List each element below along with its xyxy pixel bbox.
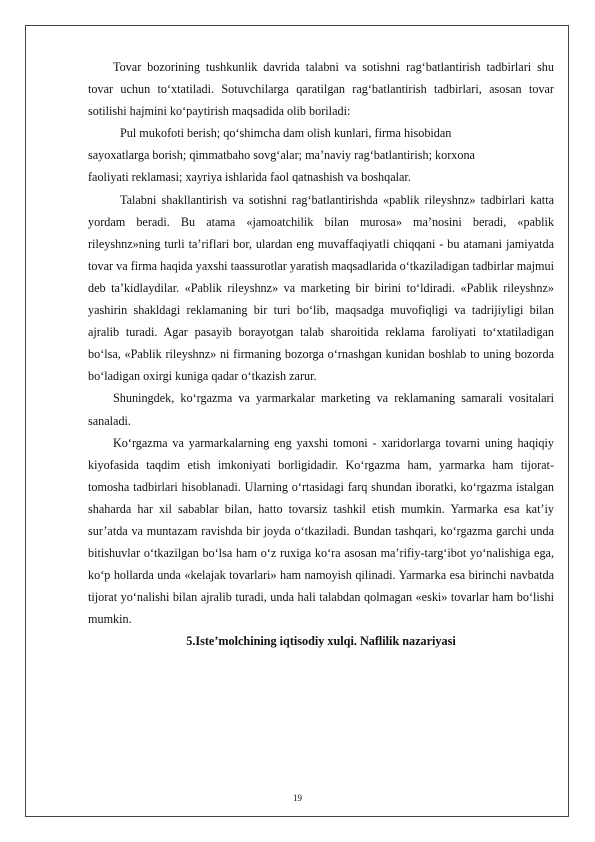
paragraph-exhibitions-intro: Shuningdek, ko‘rgazma va yarmarkalar marketing va reklamaning samarali vositalari sanaladi. (88, 391, 554, 428)
paragraph-exhibitions-fairs: Ko‘rgazma va yarmarkalarning eng yaxshi tomoni - xaridorlarga tovarni uning haqiqiy kiyofasida taqdim etish imkoniyati borligidadir. Ko‘rgazma ham, yarmarka ham tijorat-tomosha tadbirlari hisoblanadi. Ularning o‘rtasidagi farq shundan iboratki, ko‘rgazma istalgan shaharda har xil sabablar bilan, hatto tovarsiz tashkil etish mumkin. Yarmarka esa kat’iy sur’atda va muntazam ravishda bir joyda o‘tkaziladi. Bundan tashqari, ko‘rgazma garchi unda bitishuvlar o‘tkazilgan bo‘lsa ham o‘z ruxiga ko‘ra asosan ma’rifiy-targ‘ibot yo‘nalishiga ega, ko‘p hollarda unda «kelajak tovarlari» ham namoyish qilinadi. Yarmarka esa birinchi navbatda tijorat yo‘nalishi bilan ajralib turadi, unda hali talabdan qolmagan «eski» tovarlar ham bo‘lishi mumkin. (88, 435, 554, 627)
paragraph-sales-promotion: Tovar bozorining tushkunlik davrida talabni va sotishni rag‘batlantirish tadbirlari shu tovar uchun to‘xtatiladi. Sotuvchilarga qaratilgan rag‘batlantirish tadbirlari, asosan tovar sotilishi hajmini ko‘paytirish maqsadida olib boriladi: (88, 60, 554, 119)
paragraph-rewards-line-2: sayoxatlarga borish; qimmatbaho sovg‘alar; ma’naviy rag‘batlantirish; korxona (88, 148, 475, 163)
paragraph-rewards-line-1: Pul mukofoti berish; qo‘shimcha dam olish kunlari, firma hisobidan (120, 126, 452, 141)
page-number: 19 (293, 793, 302, 803)
document-body (88, 56, 554, 653)
section-heading: 5.Iste’molchining iqtisodiy xulqi. Naflilik nazariyasi (186, 634, 456, 649)
paragraph-rewards-line-3: faoliyati reklamasi; xayriya ishlarida faol qatnashish va boshqalar. (88, 170, 411, 185)
paragraph-public-relations: Talabni shakllantirish va sotishni rag‘batlantirishda «pablik rileyshnz» tadbirlari katta yordam beradi. Bu atama «jamoatchilik bilan murosa» ma’nosini beradi, «pablik rileyshnz»ning turli ta’riflari bor, ulardan eng muvaffaqiyatli chiqqani - bu atamani jamiyatda tovar va firma haqida yaxshi taassurotlar yaratish maqsadlarida o‘tkaziladigan tadbirlar majmui deb ta’kidlaydilar. «Pablik rileyshnz» va marketing bir birini to‘ldiradi. «Pablik rileyshnz» yashirin shakldagi reklamaning bir turi bo‘lib, maqsadga muvofiqligi va tadrijiyligi bilan ajralib turadi. Agar pasayib borayotgan talab sharoitida reklama faroliyati to‘xtatiladigan bo‘lsa, «Pablik rileyshnz» ni firmaning bozorga o‘rnashgan kunidan boshlab to uning bozorda bo‘ladigan oxirgi kuniga qadar o‘tkazish zarur. (88, 192, 554, 384)
